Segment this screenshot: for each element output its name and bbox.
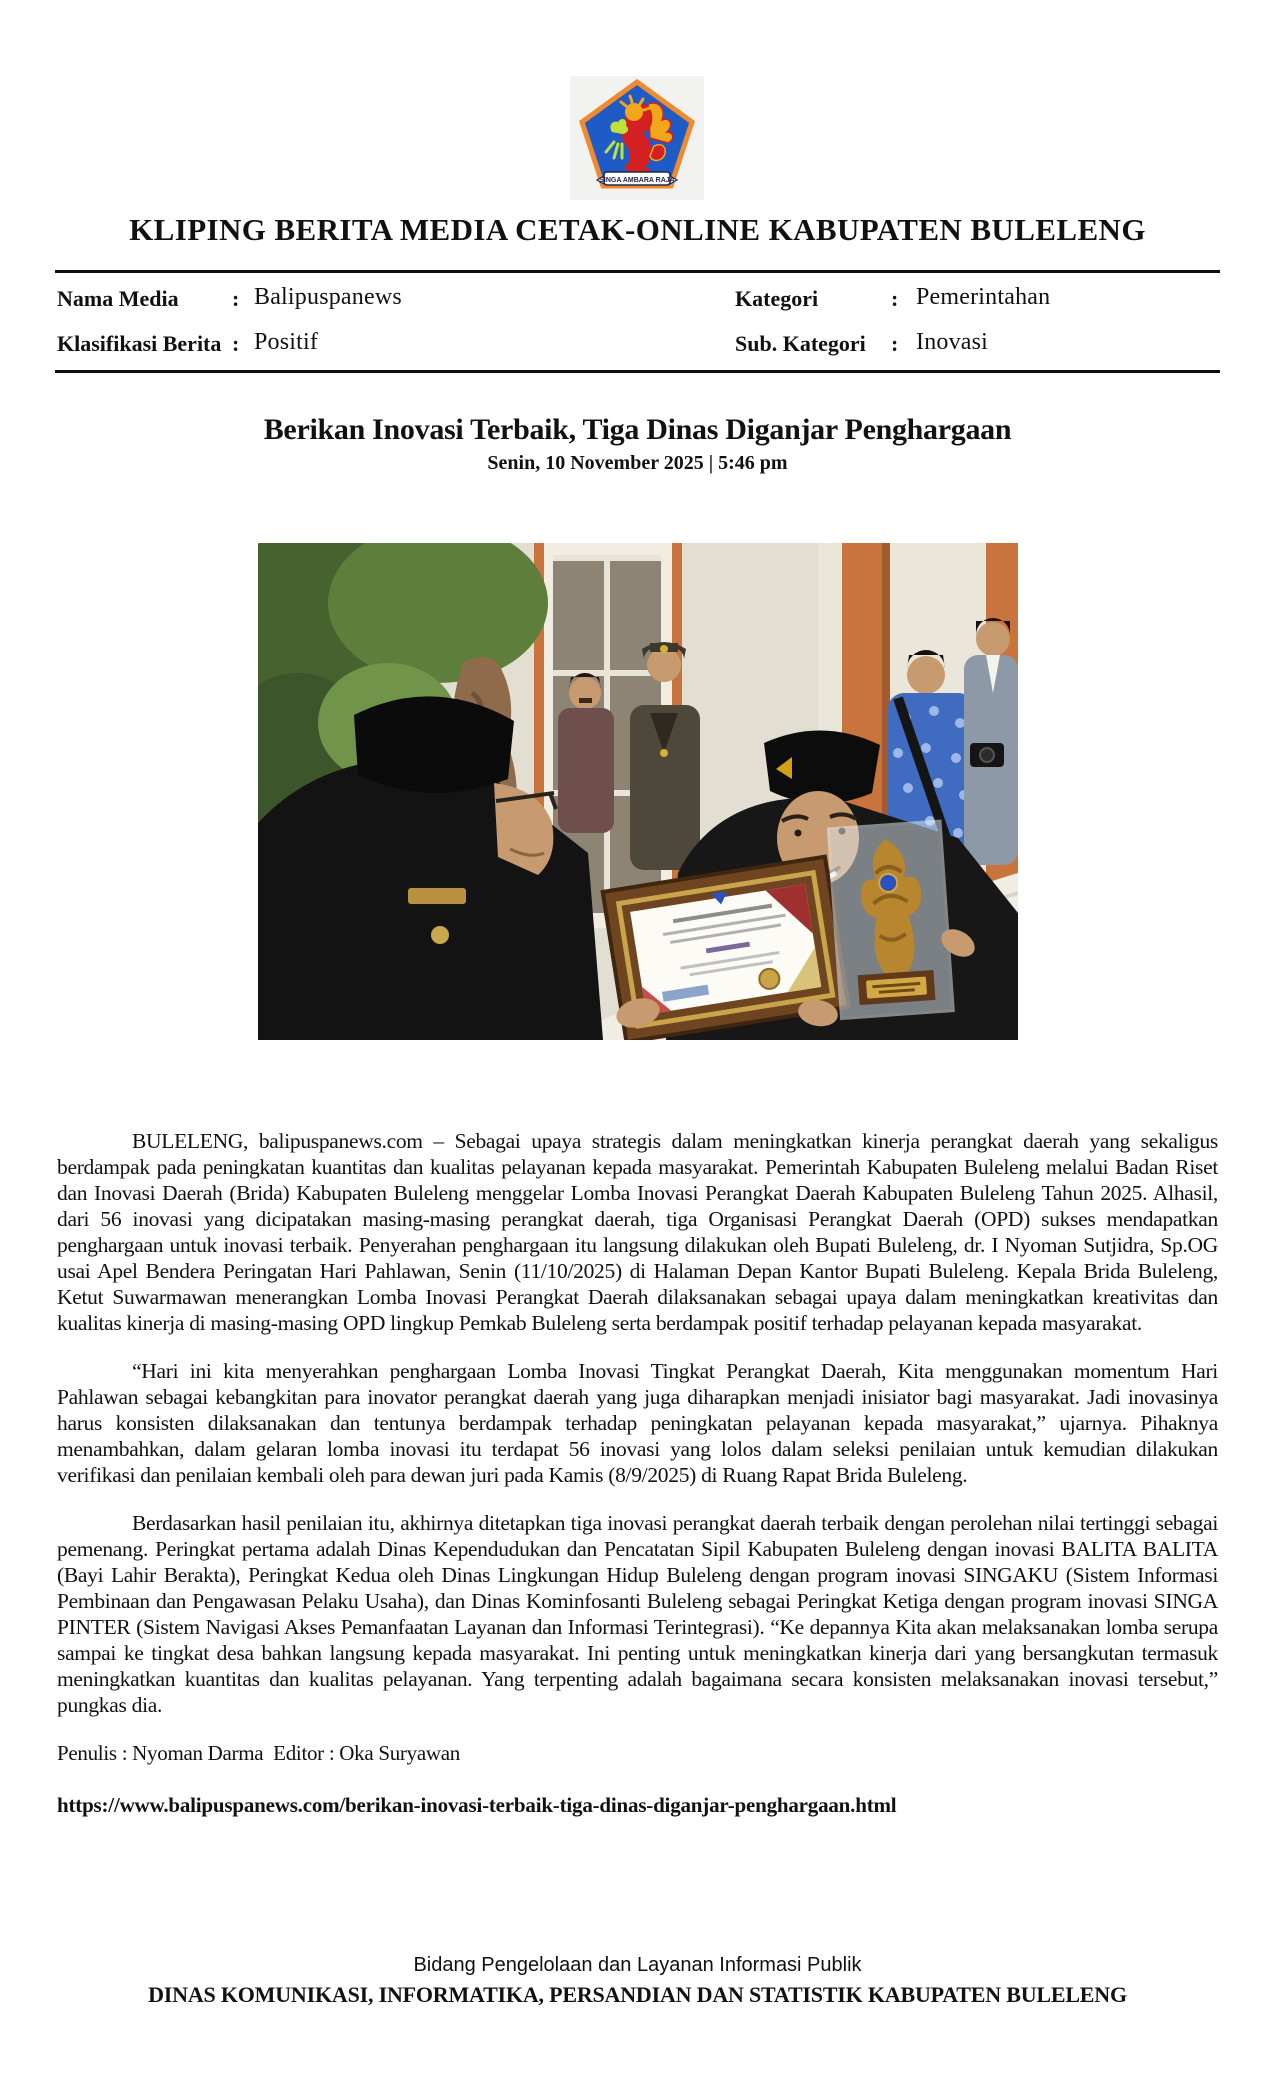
article-body — [57, 1128, 1218, 1818]
buleleng-coat-of-arms-icon — [570, 76, 704, 200]
article-source-url: https://www.balipuspanews.com/berikan-inovasi-terbaik-tiga-dinas-diganjar-penghargaan.html — [57, 1793, 897, 1817]
article-title: Berikan Inovasi Terbaik, Tiga Dinas Diganjar Penghargaan — [263, 413, 1012, 446]
nama-media-label: Nama Media — [57, 286, 179, 311]
divider-top — [55, 270, 1220, 273]
kategori-label: Kategori — [735, 286, 819, 311]
colon-separator: : — [891, 286, 899, 311]
article-paragraph-1: BULELENG, balipuspanews.com – Sebagai upaya strategis dalam meningkatkan kinerja perangkat daerah yang sekaligus berdampak pada peningkatan kuantitas dan kualitas pelayanan kepada masyarakat. Pemerintah Kabupaten Buleleng melalui Badan Riset dan Inovasi Daerah (Brida) Kabupaten Buleleng menggelar Lomba Inovasi Perangkat Daerah Kabupaten Buleleng Tahun 2025. Alhasil, dari 56 inovasi yang dicipatakan masing-masing perangkat daerah, tiga Organisasi Perangkat Daerah (OPD) sukses mendapatkan penghargaan untuk inovasi terbaik. Penyerahan penghargaan itu langsung dilakukan oleh Bupati Buleleng, dr. I Nyoman Sutjidra, Sp.OG usai Apel Bendera Peringatan Hari Pahlawan, Senin (11/10/2025) di Halaman Depan Kantor Bupati Buleleng. Kepala Brida Buleleng, Ketut Suwarmawan menerangkan Lomba Inovasi Perangkat Daerah dilaksanakan sebagai upaya dalam meningkatkan kreativitas dan kualitas kinerja di masing-masing OPD lingkup Pemkab Buleleng serta berdampak positif terhadap pelayanan kepada masyarakat. — [57, 1129, 1218, 1335]
klasifikasi-label: Klasifikasi Berita — [57, 331, 222, 356]
photo-illustration — [258, 543, 1018, 1040]
colon-separator: : — [891, 331, 899, 356]
buleleng-logo-svg — [570, 76, 704, 200]
divider-bottom — [55, 370, 1220, 373]
sub-kategori-value: Inovasi — [916, 329, 989, 355]
meta-row-1 — [0, 286, 1275, 320]
page-title: KLIPING BERITA MEDIA CETAK-ONLINE KABUPATEN BULELENG — [129, 212, 1146, 247]
logo-banner-text: SINGA AMBARA RAJA — [599, 177, 675, 184]
article-photo — [258, 543, 1018, 1040]
klasifikasi-value: Positif — [254, 329, 319, 355]
article-dateline: Senin, 10 November 2025 | 5:46 pm — [487, 452, 788, 474]
trophy-case — [828, 821, 953, 1018]
nama-media-value: Balipuspanews — [254, 284, 402, 310]
colon-separator: : — [232, 286, 240, 311]
meta-row-2 — [0, 331, 1275, 365]
colon-separator: : — [232, 331, 240, 356]
article-paragraph-2: “Hari ini kita menyerahkan penghargaan Lomba Inovasi Tingkat Perangkat Daerah, Kita menggunakan momentum Hari Pahlawan sebagai kebangkitan para inovator perangkat daerah yang juga diharapkan menjadi inisiator bagi masyarakat. Jadi inovasinya harus konsisten dilaksanakan dan tentunya berdampak terhadap peningkatan pelayanan kepada masyarakat,” ujarnya. Pihaknya menambahkan, dalam gelaran lomba inovasi itu terdapat 56 inovasi yang lolos dalam seleksi penilaian untuk kemudian dilakukan verifikasi dan penilaian kembali oleh para dewan juri pada Kamis (8/9/2025) di Ruang Rapat Brida Buleleng. — [57, 1359, 1218, 1487]
sub-kategori-label: Sub. Kategori — [735, 331, 866, 356]
article-byline: Penulis : Nyoman Darma Editor : Oka Suryawan — [57, 1741, 460, 1765]
kategori-value: Pemerintahan — [916, 284, 1051, 310]
footer-division: Bidang Pengelolaan dan Layanan Informasi Publik — [413, 1954, 862, 1976]
logo-banner — [597, 172, 677, 185]
article-paragraph-3: Berdasarkan hasil penilaian itu, akhirnya ditetapkan tiga inovasi perangkat daerah terbaik dengan perolehan nilai tertinggi sebagai pemenang. Peringkat pertama adalah Dinas Kependudukan dan Pencatatan Sipil Kabupaten Buleleng dengan inovasi BALITA BALITA (Bayi Lahir Berakta), Peringkat Kedua oleh Dinas Lingkungan Hidup Buleleng dengan program inovasi SINGAKU (Sistem Informasi Pembinaan dan Pengawasan Pelaku Usaha), dan Dinas Kominfosanti Buleleng sebagai Peringkat Ketiga dengan program inovasi SINGA PINTER (Sistem Navigasi Akses Pemanfaatan Layanan dan Informasi Terintegrasi). “Ke depannya Kita akan melaksanakan lomba serupa sampai ke tingkat desa bahkan langsung kepada masyarakat. Ini penting untuk meningkatkan kinerja dari yang bersangkutan termasuk meningkatkan kuantitas dan kualitas pelayanan. Yang terpenting adalah bagaimana secara konsisten melaksanakan inovasi tersebut,” pungkas dia. — [57, 1511, 1218, 1717]
document-footer — [0, 1954, 1275, 2008]
footer-agency: DINAS KOMUNIKASI, INFORMATIKA, PERSANDIAN DAN STATISTIK KABUPATEN BULELENG — [148, 1982, 1127, 2007]
